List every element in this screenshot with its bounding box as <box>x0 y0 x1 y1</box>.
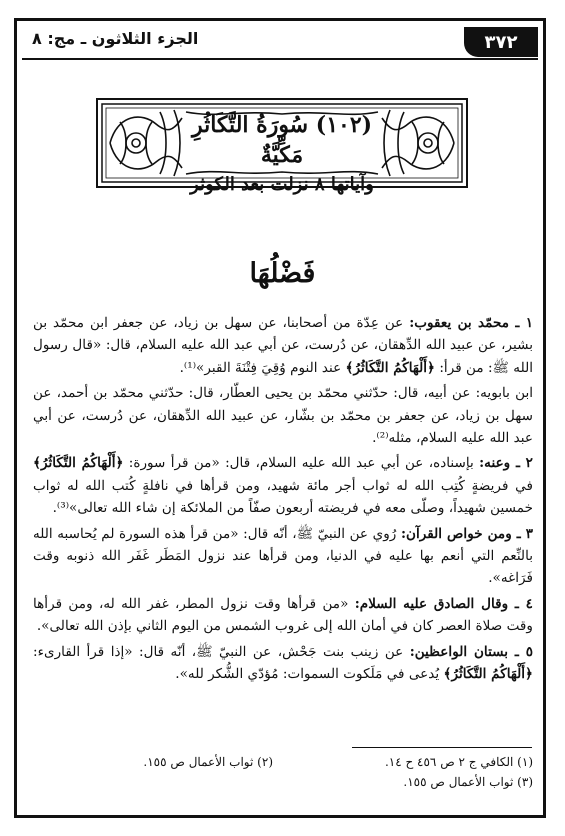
paragraph <box>33 593 533 638</box>
paragraph <box>33 312 533 379</box>
paragraph-lead: ٣ ـ ومن خواص القرآن: <box>400 525 534 542</box>
footnote-1: (١) الكافي ج ٢ ص ٤٥٦ ح ١٤. <box>384 755 533 769</box>
paragraph <box>33 382 533 449</box>
paragraph-text: عن عِدّة من أصحابنا، عن سهل بن زياد، عن جعفر ابن محمّد بن بشير، عن عبيد الله الدِّهقان، عن دُرست، عن أبي عبد الله عليه السلام، قال: «قال رسول الله ﷺ: من قرأ: <box>33 315 533 376</box>
paragraph-text: عند النوم وُقِيَ فِتْنَةَ القبر»⁽¹⁾. <box>179 359 346 376</box>
paragraph-text: بإسناده، عن أبي عبد الله عليه السلام، قال: «من قرأ سورة: <box>123 455 480 472</box>
paragraph-text: في فريضةٍ كُتِب الله له ثواب أجر مائة شهيد، ومن قرأها في نافلةٍ كُتب الله له ثواب خمسين شهيداً، وصلّى معه في فريضته أربعون صفّاً من الملائكة إن شاء الله تعالى»⁽³⁾. <box>33 477 533 517</box>
paragraph-lead: ٥ ـ بستان الواعظين: <box>409 643 534 660</box>
banner-text <box>188 110 376 195</box>
quran-verse: ﴿أَلْهَاكُمُ التَّكَاثُرُ﴾ <box>33 455 124 472</box>
paragraph-lead: ٤ ـ وقال الصادق عليه السلام: <box>354 595 533 612</box>
header-rule <box>22 58 538 60</box>
paragraph-lead: ١ ـ محمّد بن يعقوب: <box>409 315 533 331</box>
footnotes <box>33 752 533 792</box>
quran-verse: ﴿أَلْهَاكُمُ التَّكَاثُرُ﴾ <box>345 359 436 376</box>
footnote-row <box>33 752 533 772</box>
surah-banner <box>96 98 468 195</box>
running-head: الجزء الثلاثون ـ مج: ٨ <box>32 29 199 48</box>
paragraph <box>33 523 533 590</box>
footnote-3: (٣) ثواب الأعمال ص ١٥٥. <box>403 775 533 789</box>
paragraph-text: رُوي عن النبيّ ﷺ، أنّه قال: «من قرأ هذه السورة لم يُحاسبه الله بالنِّعم التي أنعم بها عليه في الدنيا، ومن قرأها عند نزول المَطَر غَفَر الله ذنوبه وقت فَرَاغه». <box>33 525 533 587</box>
paragraph-text: عن زينب بنت جَحْش، عن النبيّ ﷺ، أنّه قال: «إذا قرأ القارىء: <box>33 643 410 660</box>
paragraph <box>33 452 533 519</box>
surah-info: وآياتها ٨ نزلت بعد الكوثر <box>190 174 374 195</box>
body-text <box>33 312 533 689</box>
paragraph-text: «من قرأها وقت نزول المطر، غفر الله له، ومن قرأها وقت صلاة العصر كان في أمان الله إلى غروب الشمس من اليوم الثاني بإذن الله تعالى». <box>33 595 533 635</box>
page-header <box>22 27 538 57</box>
paragraph-lead: ٢ ـ وعنه: <box>479 455 533 472</box>
paragraph <box>33 641 533 686</box>
quran-verse: ﴿أَلْهَاكُمُ التَّكَاثُرُ﴾ <box>443 666 533 683</box>
section-title: فَضْلُهَا <box>249 258 316 289</box>
paragraph-text: يُدعى في مَلَكوت السموات: مُؤدّي الشُّكر لله». <box>175 666 444 683</box>
footnote-row <box>33 772 533 792</box>
page-number: ٣٧٢ <box>464 27 538 57</box>
paragraph-text: ابن بابويه: عن أبيه، قال: حدّثني محمّد بن يحيى العطّار، قال: حدّثني محمّد بن أحمد، عن سهل بن زياد، عن جعفر بن محمّد بن بشّار، عن عبيد الله الدِّهقان، عن دُرست، عن أبي عبد الله عليه السلام، مثله⁽²⁾. <box>33 385 533 447</box>
footnote-2: (٢) ثواب الأعمال ص ١٥٥. <box>143 755 273 769</box>
surah-title: (١٠٢) سُورَةُ التَّكَاثُرِ مَكِّيَّةٌ <box>191 112 373 168</box>
footnote-rule <box>352 747 532 748</box>
